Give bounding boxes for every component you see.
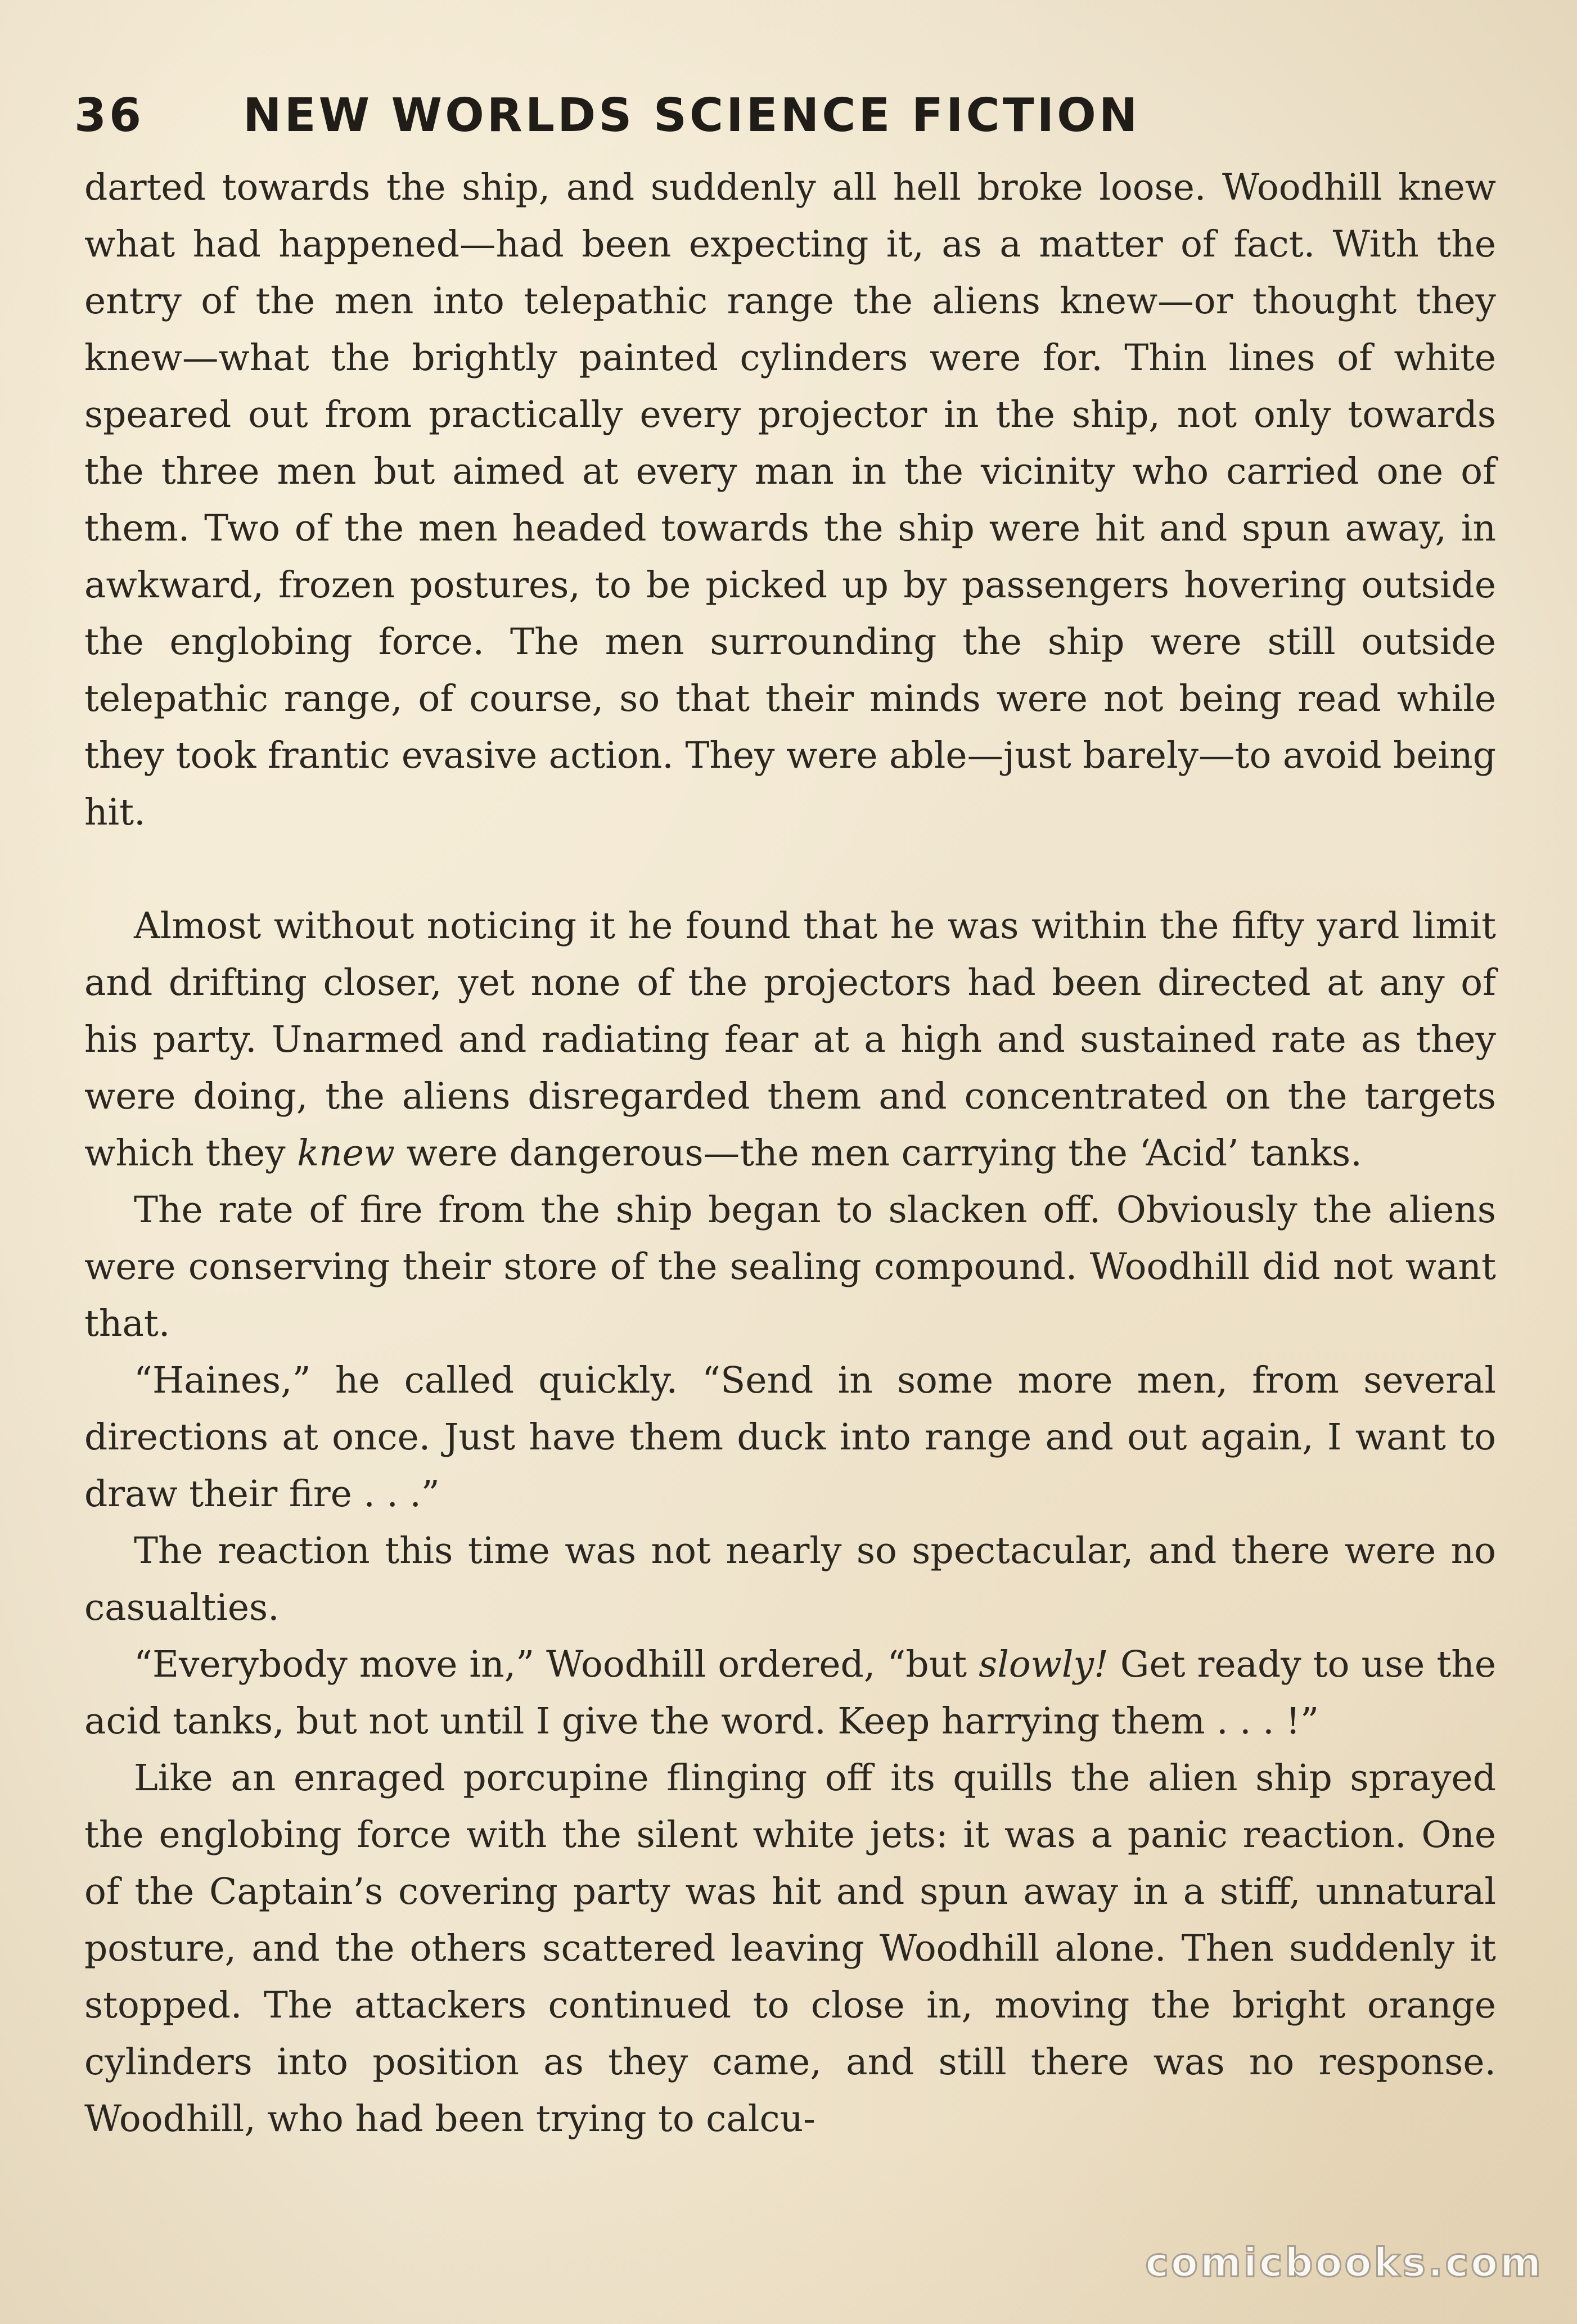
paragraph: Almost without noticing it he found that he was within the fifty yard limit and drifting closer, yet none of the projectors had been directed at any of his party. Unarmed and radiating fear at a high and sustained rate as they were doing, the aliens disregarded them and concentrated on the targets which they knew were dangerous—the men carrying the ‘Acid’ tanks. [84,905,1496,1174]
emphasized-word: slowly! [979,1643,1109,1686]
paragraph: The reaction this time was not nearly so spectacular, and there were no casualties. [84,1530,1496,1629]
paragraph: “Everybody move in,” Woodhill ordered, “but slowly! Get ready to use the acid tanks, but not until I give the word. Keep harrying them . . . !” [84,1643,1496,1742]
paragraph: The rate of fire from the ship began to slacken off. Obviously the aliens were conserving their store of the sealing compound. Woodhill did not want that. [84,1189,1496,1345]
page-number: 36 [74,88,145,142]
emphasized-word: knew [297,1132,395,1174]
running-title: NEW WORLDS SCIENCE FICTION [243,88,1141,142]
paragraph: Like an enraged porcupine flinging off its quills the alien ship sprayed the englobing force with the silent white jets: it was a panic reaction. One of the Captain’s covering party was hit and spun away in a stiff, unnatural posture, and the others scattered leaving Woodhill alone. Then suddenly it stopped. The attackers continued to close in, moving the bright orange cylinders into position as they came, and still there was no response. Woodhill, who had been trying to calcu- [84,1757,1496,2140]
paragraph: darted towards the ship, and suddenly all hell broke loose. Woodhill knew what had happened—had been expecting it, as a matter of fact. With the entry of the men into telepathic range the aliens knew—or thought they knew—what the brightly painted cylinders were for. Thin lines of white speared out from practically every projector in the ship, not only towards the three men but aimed at every man in the vicinity who carried one of them. Two of the men headed towards the ship were hit and spun away, in awkward, frozen postures, to be picked up by passengers hovering outside the englobing force. The men surrounding the ship were still outside telepathic range, of course, so that their minds were not being read while they took frantic evasive action. They were able—just barely—to avoid being hit. [84,166,1496,834]
body-text [84,159,1496,2147]
paragraph: “Haines,” he called quickly. “Send in some more men, from several directions at once. Just have them duck into range and out again, I want to draw their fire . . .” [84,1359,1496,1515]
watermark: comicbooks.com [1145,2240,1543,2286]
page-header [74,84,1514,146]
